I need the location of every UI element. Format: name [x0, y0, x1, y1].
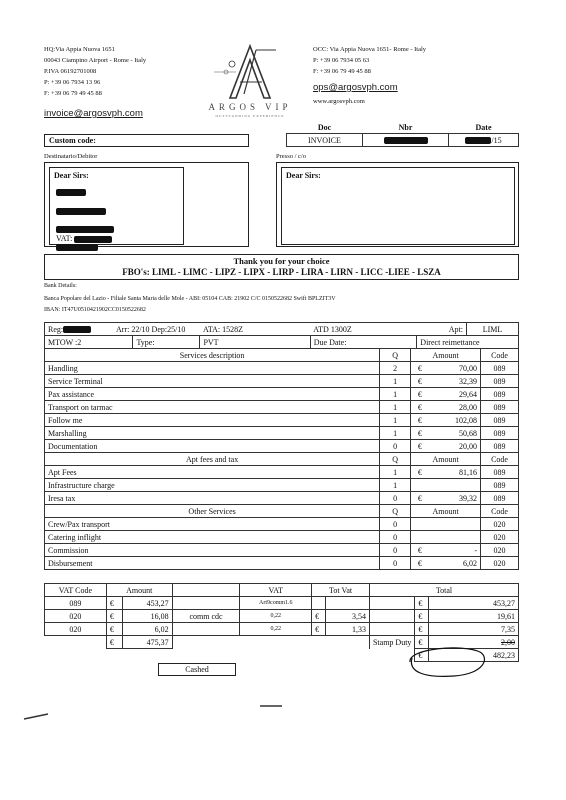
recipient-label: Destinatario/Debitor: [44, 153, 98, 160]
row-currency: €: [411, 544, 429, 557]
code-header: Code: [481, 453, 519, 466]
website[interactable]: www.argosvph.com: [313, 98, 365, 105]
sum-total: 7,35: [429, 623, 519, 636]
doc-value: INVOICE: [287, 134, 363, 147]
presso-box: [276, 162, 519, 247]
mtow: MTOW :2: [45, 336, 133, 349]
row-code: 089: [481, 440, 519, 453]
grand-currency: €: [415, 649, 429, 662]
row-currency: [411, 518, 429, 531]
row-desc: Infrastructure charge: [45, 479, 380, 492]
date-suffix: /15: [491, 135, 502, 145]
table-row: [45, 492, 519, 505]
row-code: 089: [481, 479, 519, 492]
row-currency: €: [411, 492, 429, 505]
row-amount: -: [429, 544, 481, 557]
custom-code-box: Custom code:: [44, 134, 249, 147]
row-amount: [429, 479, 481, 492]
sum-total-currency: €: [415, 610, 429, 623]
stamp-currency: €: [415, 636, 429, 649]
empty-cell: [45, 649, 370, 662]
row-desc: Documentation: [45, 440, 380, 453]
summary-rows: [45, 597, 519, 636]
apt-rows: [45, 466, 519, 505]
apt-heading: Apt fees and tax: [45, 453, 380, 466]
row-code: 089: [481, 466, 519, 479]
sum-note: comm cdc: [172, 610, 240, 623]
occ-address: [313, 44, 426, 77]
row-currency: €: [411, 440, 429, 453]
row-amount: 32,39: [429, 375, 481, 388]
empty-cell: [45, 636, 107, 649]
q-header: Q: [380, 453, 411, 466]
logo-text: ARGOS VIP: [208, 102, 292, 112]
type-value: PVT: [200, 336, 310, 349]
services-rows: [45, 362, 519, 453]
row-desc: Disbursement: [45, 557, 380, 570]
doc-label: Doc: [317, 122, 332, 132]
row-desc: Iresa tax: [45, 492, 380, 505]
date-value: [449, 134, 519, 147]
row-q: 0: [380, 518, 411, 531]
recipient-greeting: Dear Sirs:: [54, 171, 89, 180]
row-desc: Marshalling: [45, 427, 380, 440]
row-desc: Transport on tarmac: [45, 401, 380, 414]
logo-subtitle: OUTSTANDING EXPERIENCE: [215, 114, 285, 118]
sum-note: [172, 597, 240, 610]
recipient-redacted: [50, 183, 183, 255]
redaction: [56, 208, 106, 215]
sum-tvat: 1,33: [326, 623, 370, 636]
code-header: Code: [481, 505, 519, 518]
sum-code: 089: [45, 597, 107, 610]
row-desc: Pax assistance: [45, 388, 380, 401]
row-currency: €: [411, 427, 429, 440]
empty-cell: [369, 597, 414, 610]
hq-address: [44, 44, 146, 99]
hq-line: HQ:Via Appia Nuova 1651: [44, 46, 115, 53]
sum-code: 020: [45, 610, 107, 623]
cashed-box: Cashed: [158, 663, 236, 676]
sum-vat: 0,22: [240, 623, 312, 636]
total-header: Total: [369, 584, 518, 597]
table-row: [45, 401, 519, 414]
table-row: [45, 388, 519, 401]
table-row: [45, 466, 519, 479]
hq-line: P.IVA 06192701008: [44, 68, 97, 75]
reg-cell: [45, 323, 114, 336]
sum-currency: €: [106, 636, 122, 649]
table-row: [45, 531, 519, 544]
table-row: [45, 597, 519, 610]
row-q: 1: [380, 466, 411, 479]
row-desc: Service Terminal: [45, 375, 380, 388]
row-code: 020: [481, 518, 519, 531]
sum-tvat: 3,54: [326, 610, 370, 623]
row-amount: 70,00: [429, 362, 481, 375]
sum-amount: 6,02: [122, 623, 172, 636]
row-q: 0: [380, 440, 411, 453]
recipient-box: [44, 162, 249, 247]
sum-tvat-currency: [312, 597, 326, 610]
row-code: 089: [481, 414, 519, 427]
fbo-list: FBO's: LIML - LIMC - LIPZ - LIPX - LIRP - LIRA - LIRN - LICC -LIEE - LSZA: [122, 267, 441, 277]
other-heading: Other Services: [45, 505, 380, 518]
date-label: Date: [475, 122, 492, 132]
iban: IBAN: IT47U0510421902CC0150522682: [44, 307, 146, 313]
recipient-inner: [49, 167, 184, 245]
sum-total: 19,61: [429, 610, 519, 623]
table-row: [45, 375, 519, 388]
row-desc: Handling: [45, 362, 380, 375]
hq-line: P: +39 06 7934 13 96: [44, 79, 101, 86]
row-currency: €: [411, 557, 429, 570]
type-label: Type:: [133, 336, 200, 349]
row-q: 0: [380, 544, 411, 557]
sum-total-currency: €: [415, 623, 429, 636]
sum-tvat-currency: €: [312, 623, 326, 636]
apt-label: Apt:: [417, 323, 467, 336]
apt-value: LIML: [467, 323, 519, 336]
table-row: [45, 427, 519, 440]
reg-label: Reg:: [48, 324, 64, 334]
logo-mark-icon: [200, 42, 300, 102]
redaction: [56, 226, 114, 233]
vat-line: [56, 234, 112, 243]
sum-currency: €: [106, 610, 122, 623]
row-code: 020: [481, 557, 519, 570]
row-q: 1: [380, 427, 411, 440]
row-amount: 102,08: [429, 414, 481, 427]
table-row: [45, 544, 519, 557]
bank-details: [44, 282, 336, 316]
table-row: [45, 623, 519, 636]
row-desc: Catering inflight: [45, 531, 380, 544]
q-header: Q: [380, 349, 411, 362]
row-currency: €: [411, 388, 429, 401]
empty-cell: [172, 636, 369, 649]
empty-cell: [172, 584, 240, 597]
row-q: 1: [380, 401, 411, 414]
redaction: [63, 326, 91, 333]
stamp-label: Stamp Duty: [369, 636, 414, 649]
row-currency: €: [411, 375, 429, 388]
table-row: [45, 362, 519, 375]
ata: ATA: 1528Z: [200, 323, 310, 336]
redaction: [74, 236, 112, 243]
amount-header: Amount: [411, 505, 481, 518]
nbr-label: Nbr: [398, 122, 413, 132]
redaction: [56, 189, 86, 196]
row-desc: Follow me: [45, 414, 380, 427]
row-amount: 20,00: [429, 440, 481, 453]
sum-total-currency: €: [415, 597, 429, 610]
row-currency: [411, 479, 429, 492]
redaction: [465, 137, 491, 144]
sum-currency: €: [106, 597, 122, 610]
table-row: [45, 610, 519, 623]
row-currency: €: [411, 414, 429, 427]
row-code: 089: [481, 492, 519, 505]
sum-vat: Art9comm1.6: [240, 597, 312, 610]
arr-dep: Arr: 22/10 Dep:25/10: [113, 323, 200, 336]
sum-amount: 16,08: [122, 610, 172, 623]
stamp-value: 2,00: [429, 636, 519, 649]
row-amount: 6,02: [429, 557, 481, 570]
amount-header: Amount: [106, 584, 172, 597]
row-q: 1: [380, 375, 411, 388]
due-value: Direct reimettance: [417, 336, 519, 349]
vat-label: VAT:: [56, 234, 73, 243]
hq-line: 00043 Ciampino Airport - Rome - Italy: [44, 57, 147, 64]
row-q: 0: [380, 557, 411, 570]
row-q: 1: [380, 479, 411, 492]
row-code: 089: [481, 375, 519, 388]
invoice-email[interactable]: invoice@argosvph.com: [44, 108, 143, 119]
bank-line: Banca Popolare del Lazio - Filiale Santa Maria delle Mole - ABI: 05104 CAB: 21902 C/C 0150522682 Swift BPLZIT3V: [44, 295, 336, 302]
thanks-title: Thank you for your choice: [233, 256, 330, 266]
sum-code: 020: [45, 623, 107, 636]
table-row: [45, 440, 519, 453]
row-q: 0: [380, 531, 411, 544]
row-currency: €: [411, 401, 429, 414]
table-row: [45, 518, 519, 531]
sum-note: [172, 623, 240, 636]
sum-tvat-currency: €: [312, 610, 326, 623]
amount-header: Amount: [411, 453, 481, 466]
row-code: 020: [481, 531, 519, 544]
row-q: 2: [380, 362, 411, 375]
argos-logo: [200, 42, 300, 122]
row-code: 089: [481, 362, 519, 375]
sum-total: 453,27: [429, 597, 519, 610]
hand-circle-mark: [404, 642, 488, 682]
grand-total: 482,23: [429, 649, 519, 662]
presso-greeting: Dear Sirs:: [286, 171, 321, 180]
due-label: Due Date:: [310, 336, 417, 349]
sum-tvat: [326, 597, 370, 610]
occ-line: OCC: Via Appia Nuova 1651- Rome - Italy: [313, 46, 427, 53]
nbr-value: [363, 134, 449, 147]
doc-table: [286, 121, 519, 147]
row-currency: [411, 531, 429, 544]
redaction: [384, 137, 428, 144]
tot-vat-header: Tot Vat: [312, 584, 370, 597]
presso-inner: [281, 167, 515, 245]
bank-label: Bank Details:: [44, 283, 77, 289]
row-amount: 29,64: [429, 388, 481, 401]
empty-cell: [369, 623, 414, 636]
atd: ATD 1300Z: [310, 323, 417, 336]
vat-header: VAT: [240, 584, 312, 597]
table-row: [45, 479, 519, 492]
row-q: 0: [380, 492, 411, 505]
row-desc: Apt Fees: [45, 466, 380, 479]
scan-mark: [258, 703, 288, 709]
flight-table: [44, 322, 519, 349]
row-amount: [429, 531, 481, 544]
q-header: Q: [380, 505, 411, 518]
scan-mark: [22, 712, 52, 722]
occ-line: F: +39 06 79 49 45 88: [313, 68, 371, 75]
row-amount: [429, 518, 481, 531]
other-rows: [45, 518, 519, 570]
row-amount: 39,32: [429, 492, 481, 505]
amount-header: Amount: [411, 349, 481, 362]
empty-cell: [369, 610, 414, 623]
row-desc: Crew/Pax transport: [45, 518, 380, 531]
table-row: [45, 557, 519, 570]
row-q: 1: [380, 388, 411, 401]
table-row: [45, 414, 519, 427]
services-heading: Services description: [45, 349, 380, 362]
row-code: 089: [481, 427, 519, 440]
row-amount: 50,68: [429, 427, 481, 440]
services-table: [44, 348, 519, 570]
row-code: 089: [481, 388, 519, 401]
occ-line: P: +39 06 7934 05 63: [313, 57, 370, 64]
presso-label: Presso / c/o: [276, 153, 306, 160]
sum-vat: 0,22: [240, 610, 312, 623]
hq-line: F: +39 06 79 49 45 88: [44, 90, 102, 97]
vat-code-header: VAT Code: [45, 584, 107, 597]
row-code: 089: [481, 401, 519, 414]
redaction: [56, 244, 98, 251]
row-currency: €: [411, 466, 429, 479]
code-header: Code: [481, 349, 519, 362]
sum-amount: 475,37: [122, 636, 172, 649]
row-amount: 81,16: [429, 466, 481, 479]
sum-currency: €: [106, 623, 122, 636]
ops-email[interactable]: ops@argosvph.com: [313, 82, 398, 93]
row-desc: Commission: [45, 544, 380, 557]
row-currency: €: [411, 362, 429, 375]
row-q: 1: [380, 414, 411, 427]
sum-amount: 453,27: [122, 597, 172, 610]
row-amount: 28,00: [429, 401, 481, 414]
thanks-box: [44, 254, 519, 280]
row-code: 020: [481, 544, 519, 557]
